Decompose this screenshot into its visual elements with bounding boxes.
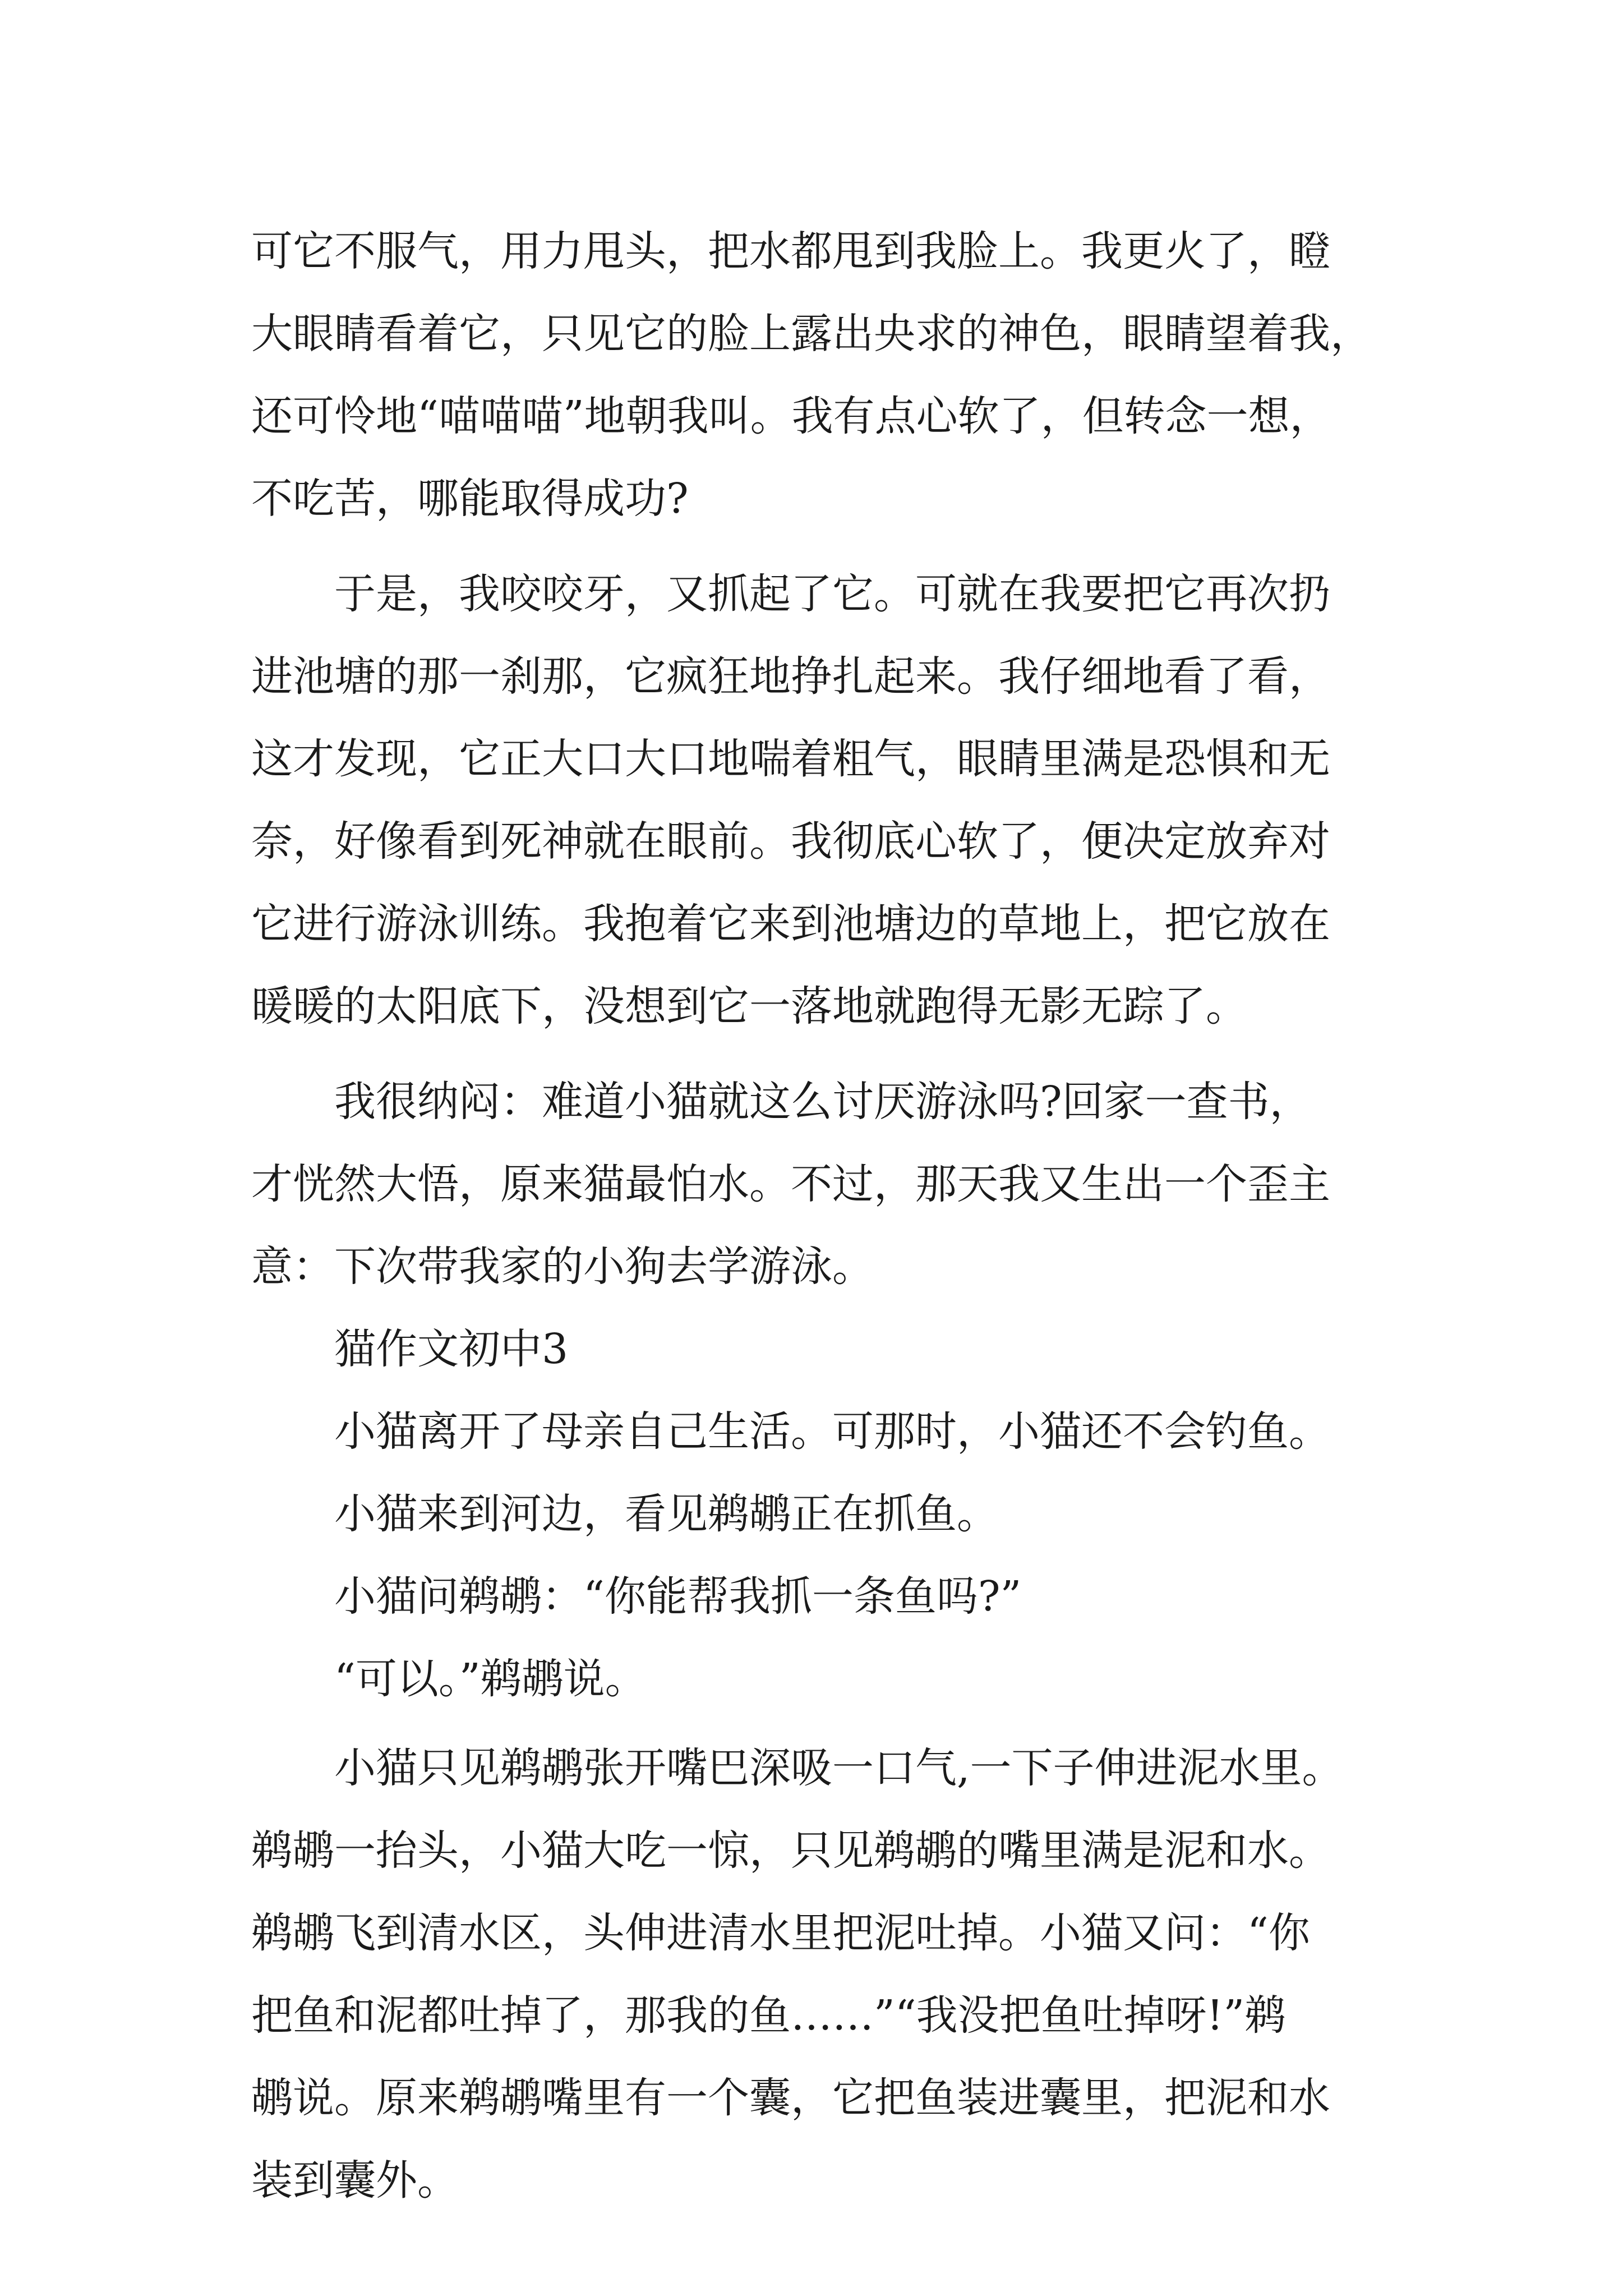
- text-line-17: 小猫问鹈鹕：“你能帮我抓一条鱼吗?”: [334, 1572, 1022, 1621]
- text-line-7: 这才发现，它正大口大口地喘着粗气，眼睛里满是恐惧和无: [251, 735, 1330, 783]
- text-line-6: 进池塘的那一刹那，它疯狂地挣扎起来。我仔细地看了看，: [251, 652, 1330, 701]
- text-line-24: 装到囊外。: [251, 2156, 459, 2205]
- document-body: [251, 210, 1401, 2222]
- text-line-10: 暖暖的太阳底下，没想到它一落地就跑得无影无踪了。: [251, 982, 1247, 1030]
- text-line-16: 小猫来到河边，看见鹈鹕正在抓鱼。: [334, 1490, 998, 1538]
- text-line-11: 我很纳闷：难道小猫就这么讨厌游泳吗?回家一查书，: [334, 1078, 1311, 1126]
- text-line-1: 可它不服气，用力甩头，把水都甩到我脸上。我更火了，瞪: [251, 227, 1330, 275]
- text-line-19: 小猫只见鹈鹕张开嘴巴深吸一口气,一下子伸进泥水里。: [334, 1744, 1344, 1792]
- text-line-12: 才恍然大悟，原来猫最怕水。不过，那天我又生出一个歪主: [251, 1160, 1330, 1208]
- text-line-2: 大眼睛看着它，只见它的脸上露出央求的神色，眼睛望着我，: [251, 310, 1372, 358]
- text-line-15: 小猫离开了母亲自己生活。可那时，小猫还不会钓鱼。: [334, 1407, 1330, 1456]
- text-line-3: 还可怜地“喵喵喵”地朝我叫。我有点心软了，但转念一想，: [251, 392, 1331, 440]
- text-line-18: “可以。”鹈鹕说。: [334, 1655, 647, 1703]
- text-line-4: 不吃苦，哪能取得成功?: [251, 475, 689, 523]
- text-line-9: 它进行游泳训练。我抱着它来到池塘边的草地上，把它放在: [251, 900, 1330, 948]
- text-line-5: 于是，我咬咬牙，又抓起了它。可就在我要把它再次扔: [334, 570, 1330, 618]
- text-line-23: 鹕说。原来鹈鹕嘴里有一个囊，它把鱼装进囊里，把泥和水: [251, 2074, 1330, 2122]
- text-line-22: 把鱼和泥都吐掉了，那我的鱼……”“我没把鱼吐掉呀!”鹈: [251, 1991, 1287, 2040]
- text-line-21: 鹈鹕飞到清水区，头伸进清水里把泥吐掉。小猫又问：“你: [251, 1909, 1310, 1957]
- text-line-8: 奈，好像看到死神就在眼前。我彻底心软了，便决定放弃对: [251, 817, 1330, 866]
- text-line-13: 意：下次带我家的小狗去学游泳。: [251, 1243, 874, 1291]
- text-line-20: 鹈鹕一抬头，小猫大吃一惊，只见鹈鹕的嘴里满是泥和水。: [251, 1826, 1330, 1875]
- section-heading: 猫作文初中3: [334, 1325, 569, 1373]
